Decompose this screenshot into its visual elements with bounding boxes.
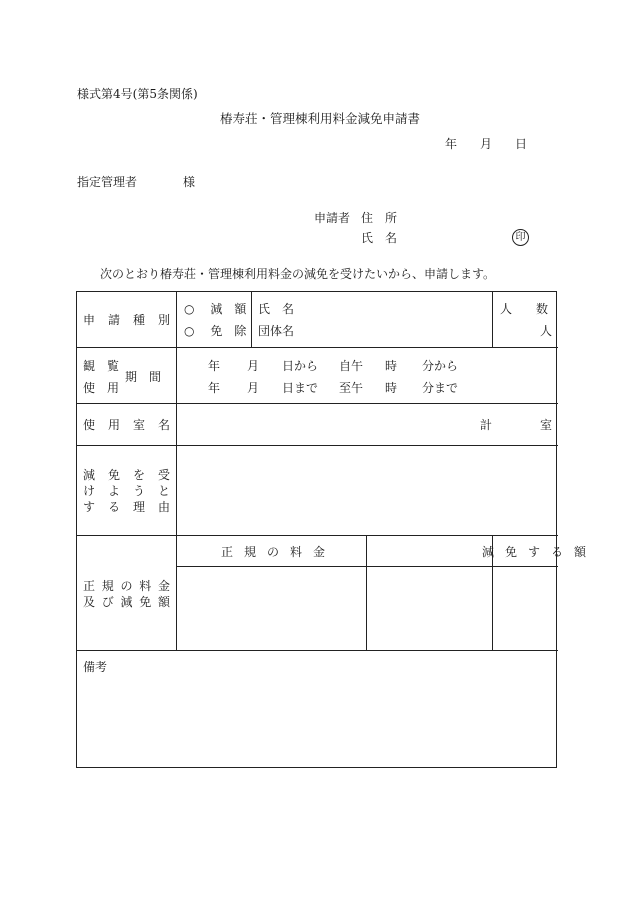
fee-label-char: び [101,595,114,609]
exemption-radio-icon[interactable]: ○ [184,324,195,338]
fee-label-char: 規 [101,579,114,593]
date-day-label: 日 [515,137,528,151]
reason-label-char: 由 [157,500,170,514]
app-type-label-char: 種 [132,313,145,327]
regular-fee-header-char: 正 [221,545,234,559]
reason-label-char: す [83,500,96,514]
fee-label-char: 額 [157,595,170,609]
from-day: 日から [282,359,319,373]
reduction-header-char: 減 [482,545,495,559]
people-unit: 人 [539,324,552,338]
exemption-option[interactable] [184,325,246,337]
app-type-label-cell [77,292,177,348]
from-hour: 時 [385,359,398,373]
room-label-char: 名 [157,418,170,432]
to-ampm: 至午 [339,381,364,395]
reduction-header-char: 額 [573,545,586,559]
remarks-cell[interactable] [77,651,558,769]
group-name-label: 団体名 [258,324,295,338]
regular-fee-header-char: 規 [243,545,256,559]
fee-label-char: 減 [120,595,133,609]
room-total-label: 計 [480,418,493,432]
app-type-label-char: 別 [157,313,170,327]
fee-label-char: 金 [157,579,170,593]
period-label: 期 間 [125,370,162,384]
seal-stamp-text: 印 [515,231,526,243]
reduction-header-char: す [527,545,540,559]
date-month-label: 月 [480,137,493,151]
remarks-label: 備考 [83,660,108,674]
room-label-char: 用 [107,418,120,432]
from-month: 月 [247,359,260,373]
fee-label-char: の [120,579,133,593]
room-label-char: 室 [132,418,145,432]
fee-label-char: 及 [83,595,96,609]
room-label-cell [77,404,177,446]
fee-label-char: 正 [83,579,96,593]
reason-label-line1 [83,469,170,481]
fee-label-line1 [83,580,170,592]
room-unit: 室 [539,418,552,432]
form-title: 椿寿荘・管理棟利用料金減免申請書 [220,111,421,126]
addressee-name: 指定管理者 [77,175,138,189]
to-hour: 時 [385,381,398,395]
reduction-amount-header-cell [442,536,586,567]
reduction-amount-header [482,546,586,558]
fee-column-divider [366,535,367,650]
reason-label-char: 受 [157,468,170,482]
regular-fee-header [221,546,325,558]
period-label-cell [77,348,177,404]
reduction-header-char: る [550,545,563,559]
applicant-address-label: 住 所 [361,211,398,225]
reason-label-char: よ [107,484,120,498]
app-type-label-char: 申 [83,313,96,327]
regular-fee-header-char: の [266,545,279,559]
to-year: 年 [208,381,221,395]
reduction-amount-value-cell[interactable] [442,567,558,651]
app-type-label-char: 請 [107,313,120,327]
from-ampm: 自午 [339,359,364,373]
regular-fee-header-char: 料 [289,545,302,559]
reduction-radio-icon[interactable]: ○ [184,302,195,316]
exemption-option-label: 免 除 [210,324,247,338]
addressee-honorific: 様 [183,175,196,189]
seal-stamp [512,229,529,246]
app-type-label [83,314,170,326]
reduction-header-char: 免 [504,545,517,559]
to-day: 日まで [282,381,319,395]
date-year-label: 年 [445,137,458,151]
fee-label-cell [77,536,177,651]
reason-value-cell[interactable] [177,446,558,536]
reason-label-char: を [132,468,145,482]
from-year: 年 [208,359,221,373]
people-count-label: 人 数 [500,302,549,316]
regular-fee-header-char: 金 [312,545,325,559]
reason-label-char: る [107,500,120,514]
room-label-char: 使 [83,418,96,432]
reason-label-line3 [83,501,170,513]
application-form-table [76,291,586,768]
applicant-name-label: 氏 名 [361,231,398,245]
from-minute: 分から [422,359,459,373]
fee-label-char: 料 [139,579,152,593]
reason-label-char: け [83,484,96,498]
people-count-cell[interactable] [493,292,558,348]
to-minute: 分まで [422,381,459,395]
usage-label: 使 用 [83,381,120,395]
name-label: 氏 名 [258,302,295,316]
applicant-label: 申請者 [314,211,351,225]
fee-label-char: 免 [139,595,152,609]
to-month: 月 [247,381,260,395]
form-number: 様式第4号(第5条関係) [77,87,198,101]
reason-label-char: と [157,484,170,498]
reason-label-char: 理 [132,500,145,514]
room-value-cell[interactable] [177,404,558,446]
reduction-option[interactable] [184,303,246,315]
reduction-option-label: 減 額 [210,302,247,316]
fee-label-line2 [83,596,170,608]
reason-label-char: う [132,484,145,498]
app-type-options-cell [177,292,252,348]
intro-text: 次のとおり椿寿荘・管理棟利用料金の減免を受けたいから、申請します。 [100,267,496,281]
viewing-label: 観 覧 [83,359,120,373]
period-values-cell[interactable] [177,348,558,404]
applicant-name-cell[interactable] [252,292,493,348]
reason-label-line2 [83,485,170,497]
reason-label-char: 減 [83,468,96,482]
reason-label-cell [77,446,177,536]
reason-label-char: 免 [107,468,120,482]
room-label [83,419,170,431]
